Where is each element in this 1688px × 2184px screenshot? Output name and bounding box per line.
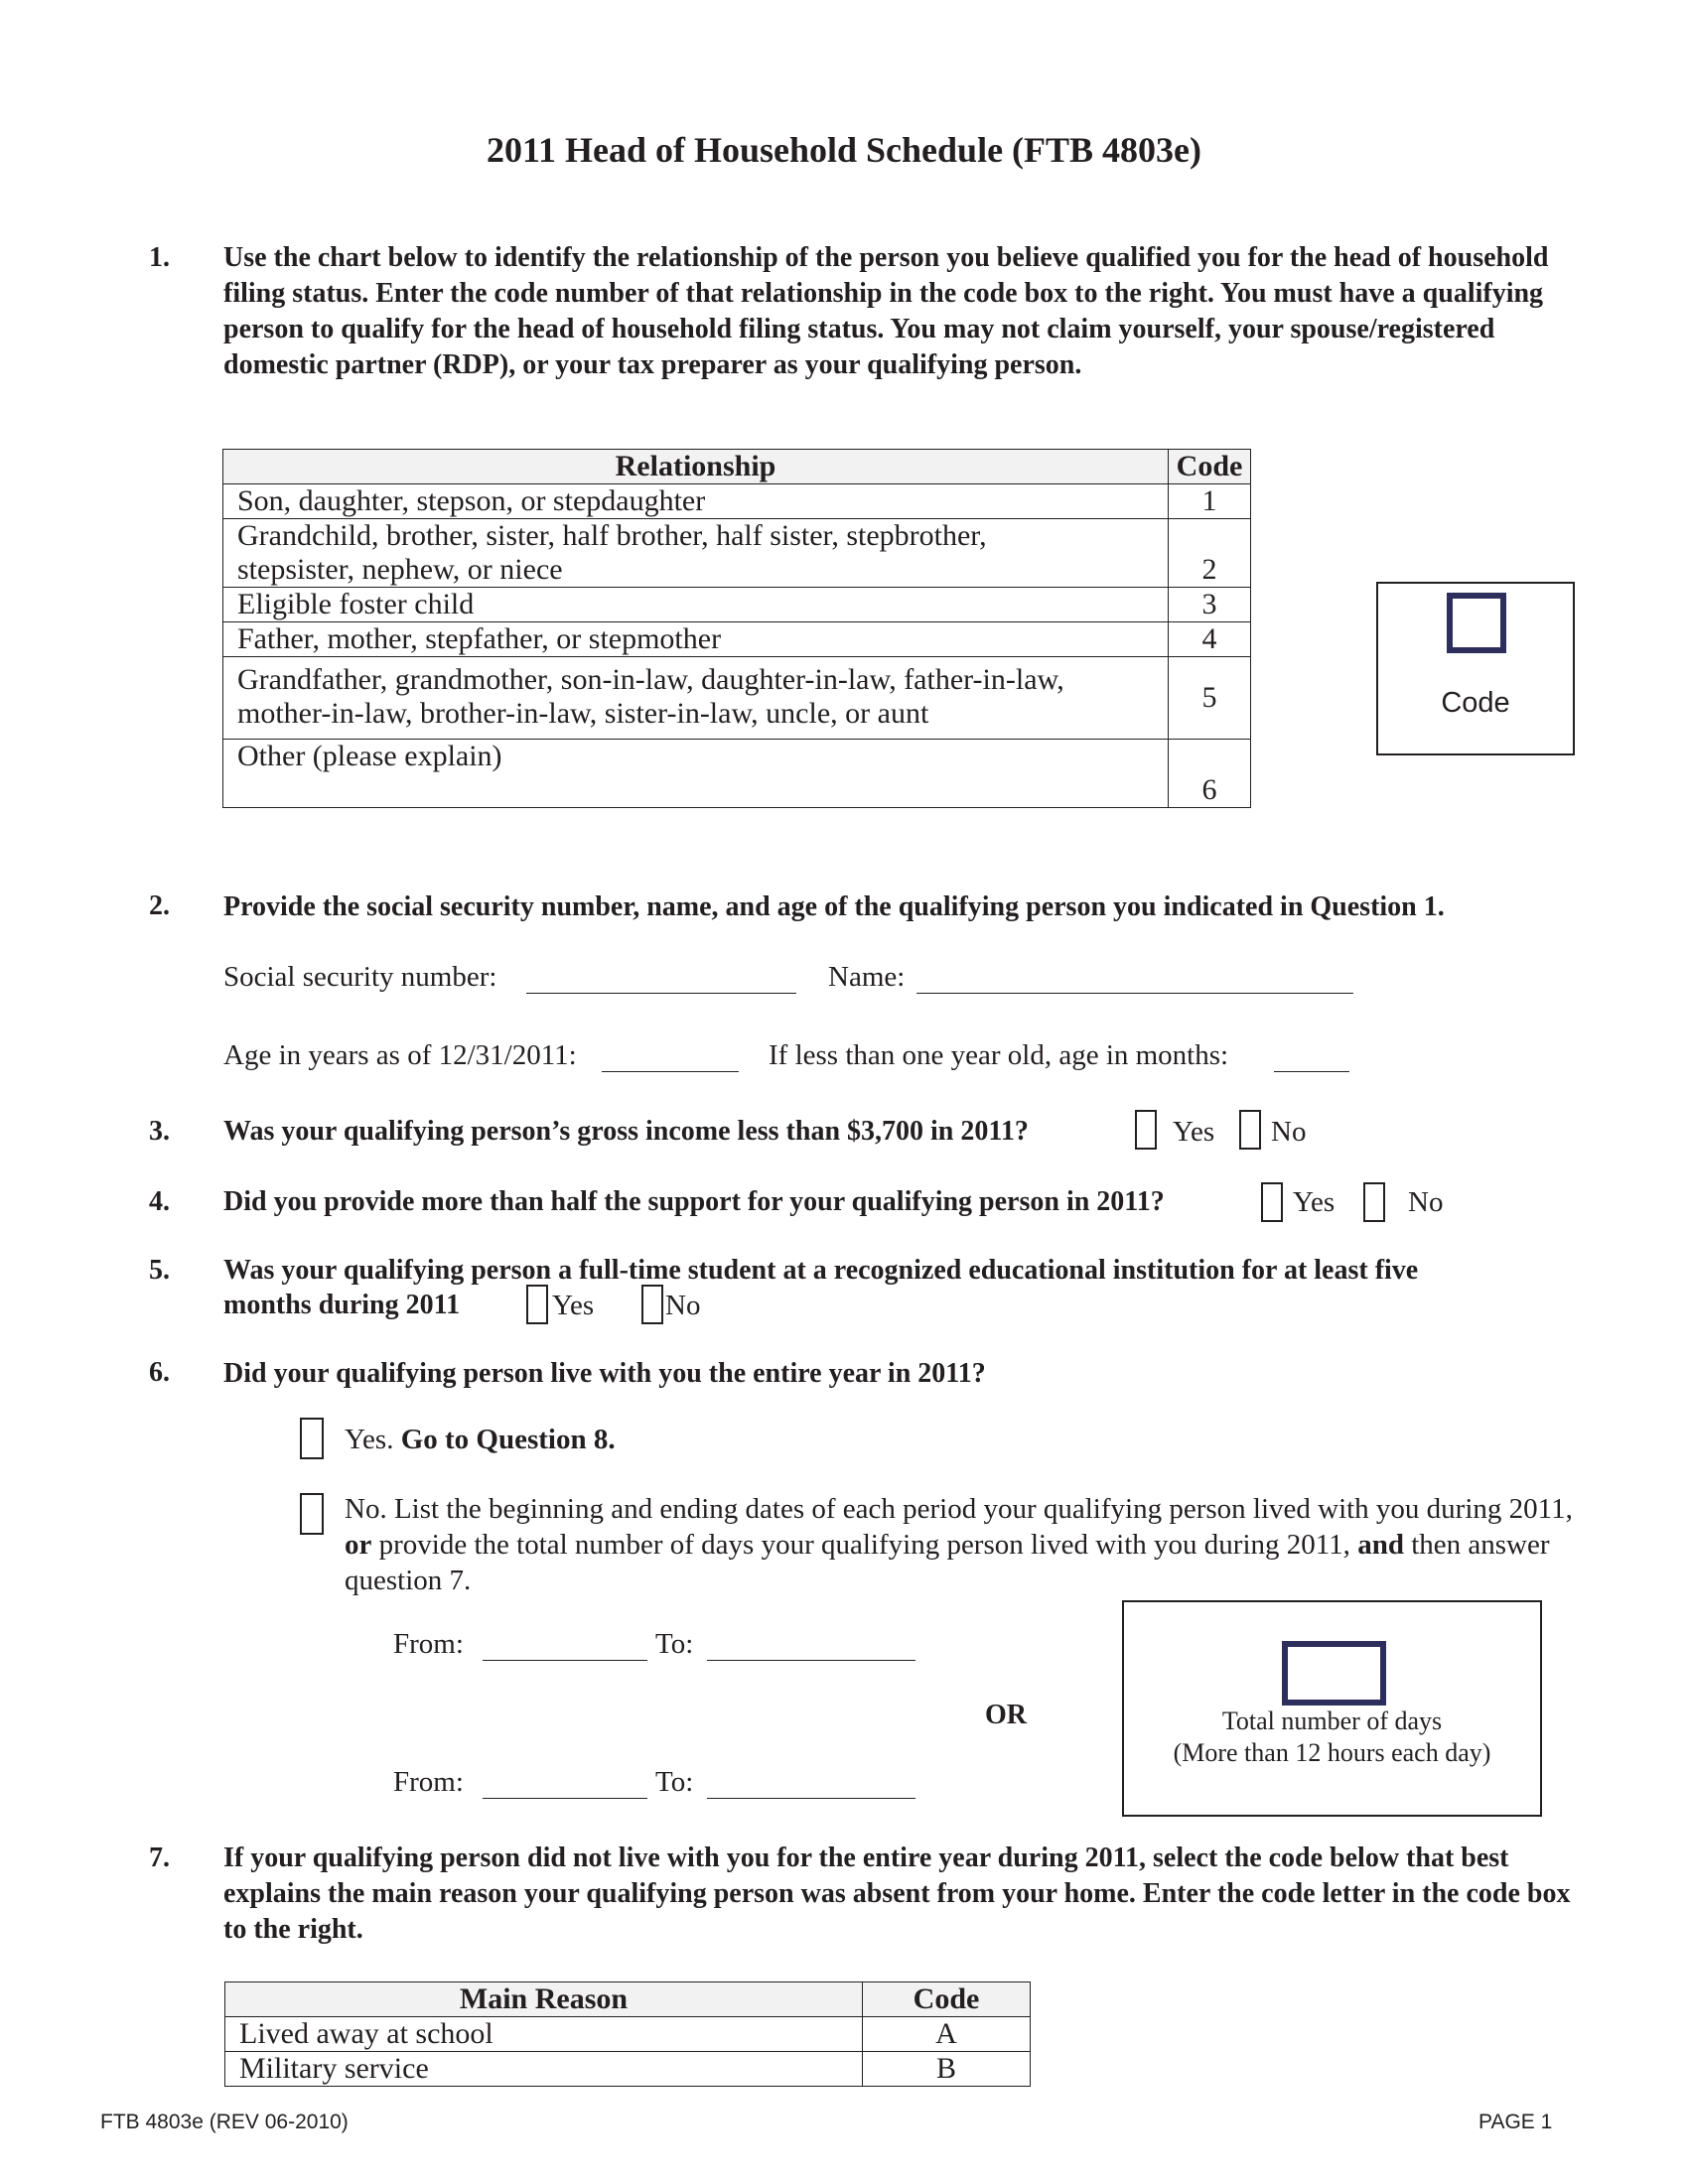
relationship-code-input[interactable] xyxy=(1447,593,1506,653)
q4-text: Did you provide more than half the support for your qualifying person in 2011? xyxy=(223,1186,1165,1217)
from-label-2: From: xyxy=(393,1766,464,1798)
q6-no-text-3: then answer question 7. xyxy=(345,1529,1550,1596)
code-cell: 3 xyxy=(1169,588,1251,622)
from-label-1: From: xyxy=(393,1628,464,1660)
q4-yes-label: Yes xyxy=(1293,1186,1336,1218)
to-date-field-1[interactable] xyxy=(707,1634,915,1661)
q3-yes-checkbox[interactable] xyxy=(1135,1110,1157,1150)
name-field[interactable] xyxy=(916,967,1353,994)
q6-yes-option xyxy=(345,1422,616,1457)
q3-text: Was your qualifying person’s gross income less than $3,700 in 2011? xyxy=(223,1116,1029,1147)
q6-no-option xyxy=(345,1491,1586,1598)
q4-no-label: No xyxy=(1408,1186,1444,1218)
relationship-cell: Grandchild, brother, sister, half brother, half sister, stepbrother, stepsister, nephew, or niece xyxy=(223,519,1169,588)
table-row xyxy=(225,2017,1031,2052)
total-days-label: Total number of days xyxy=(1221,1706,1443,1735)
relationship-table xyxy=(222,449,1251,808)
q3-no-label: No xyxy=(1271,1116,1307,1148)
q6-no-text-2: provide the total number of days your qualifying person lived with you during 2011, xyxy=(378,1529,1350,1561)
code-cell: B xyxy=(863,2052,1031,2087)
main-reason-table xyxy=(224,1981,1031,2087)
q5-no-label: No xyxy=(665,1290,701,1321)
table-row xyxy=(223,484,1251,519)
table-row xyxy=(223,622,1251,657)
ssn-field[interactable] xyxy=(526,967,796,994)
q3-yes-label: Yes xyxy=(1173,1116,1215,1148)
q3-no-checkbox[interactable] xyxy=(1239,1110,1261,1150)
relationship-cell: Other (please explain) xyxy=(223,740,1169,808)
code-cell: 2 xyxy=(1169,519,1251,588)
from-date-field-1[interactable] xyxy=(483,1634,647,1661)
q6-yes-label: Yes. xyxy=(345,1424,394,1455)
q6-yes-instruction: Go to Question 8. xyxy=(400,1424,616,1455)
table-row xyxy=(223,740,1251,808)
relationship-cell: Son, daughter, stepson, or stepdaughter xyxy=(223,484,1169,519)
table-row xyxy=(225,2052,1031,2087)
age-field[interactable] xyxy=(602,1045,739,1072)
to-label-1: To: xyxy=(655,1628,694,1660)
relationship-cell: Eligible foster child xyxy=(223,588,1169,622)
q4-number: 4. xyxy=(149,1186,170,1217)
q5-yes-checkbox[interactable] xyxy=(526,1285,548,1324)
code-cell: A xyxy=(863,2017,1031,2052)
code-cell: 4 xyxy=(1169,622,1251,657)
form-revision: FTB 4803e (REV 06-2010) xyxy=(100,2111,349,2133)
reason-column-header: Main Reason xyxy=(225,1982,863,2017)
or-label: OR xyxy=(985,1700,1027,1730)
relationship-cell: Grandfather, grandmother, son-in-law, daughter-in-law, father-in-law, mother-in-law, brother-in-law, sister-in-law, uncle, or aunt xyxy=(223,657,1169,740)
q4-yes-checkbox[interactable] xyxy=(1261,1182,1283,1222)
table-row xyxy=(223,519,1251,588)
q7-number: 7. xyxy=(149,1843,170,1873)
page-title: 2011 Head of Household Schedule (FTB 4803e) xyxy=(486,130,1202,170)
relationship-column-header: Relationship xyxy=(223,450,1169,484)
q6-number: 6. xyxy=(149,1357,170,1388)
page-number: PAGE 1 xyxy=(1478,2111,1553,2133)
q5-no-checkbox[interactable] xyxy=(641,1285,663,1324)
to-label-2: To: xyxy=(655,1766,694,1798)
code-box-label: Code xyxy=(1441,687,1510,719)
q3-number: 3. xyxy=(149,1116,170,1147)
code-cell: 6 xyxy=(1169,740,1251,808)
q2-text: Provide the social security number, name, and age of the qualifying person you indicated in Question 1. xyxy=(223,891,1445,922)
q5-number: 5. xyxy=(149,1255,170,1286)
q5-yes-label: Yes xyxy=(552,1290,595,1321)
to-date-field-2[interactable] xyxy=(707,1772,915,1799)
q6-text: Did your qualifying person live with you the entire year in 2011? xyxy=(223,1358,986,1389)
months-label: If less than one year old, age in months: xyxy=(769,1039,1229,1071)
name-label: Name: xyxy=(828,961,906,993)
code-cell: 1 xyxy=(1169,484,1251,519)
code-cell: 5 xyxy=(1169,657,1251,740)
code-column-header: Code xyxy=(863,1982,1031,2017)
code-column-header: Code xyxy=(1169,450,1251,484)
from-date-field-2[interactable] xyxy=(483,1772,647,1799)
q6-no-text-1: No. List the beginning and ending dates of each period your qualifying person lived with you during 2011, xyxy=(345,1493,1573,1525)
q6-no-and: and xyxy=(1357,1529,1404,1561)
q1-text: Use the chart below to identify the relationship of the person you believe qualified you for the head of household filing status. Enter the code number of that relationship in the code box to the right. You must have a qualifying person to qualify for the head of household filing status. You may not claim yourself, your spouse/registered domestic partner (RDP), or your tax preparer as your qualifying person. xyxy=(223,242,1549,380)
reason-cell: Lived away at school xyxy=(225,2017,863,2052)
table-header-row xyxy=(223,450,1251,484)
q6-no-checkbox[interactable] xyxy=(300,1493,324,1535)
table-header-row xyxy=(225,1982,1031,2017)
q1-number: 1. xyxy=(149,242,170,273)
q5-text-line1: Was your qualifying person a full-time student at a recognized educational institution for at least five xyxy=(223,1255,1419,1286)
q6-no-or: or xyxy=(345,1529,372,1561)
total-days-caption xyxy=(1122,1706,1542,1769)
q5-text-line2: months during 2011 xyxy=(223,1290,461,1320)
age-label: Age in years as of 12/31/2011: xyxy=(223,1039,577,1071)
table-row xyxy=(223,588,1251,622)
reason-cell: Military service xyxy=(225,2052,863,2087)
total-days-note: (More than 12 hours each day) xyxy=(1173,1738,1491,1767)
total-days-input[interactable] xyxy=(1282,1641,1386,1706)
ssn-label: Social security number: xyxy=(223,961,497,993)
table-row xyxy=(223,657,1251,740)
q6-yes-checkbox[interactable] xyxy=(300,1418,324,1459)
relationship-cell: Father, mother, stepfather, or stepmother xyxy=(223,622,1169,657)
months-field[interactable] xyxy=(1274,1045,1349,1072)
q4-no-checkbox[interactable] xyxy=(1363,1182,1385,1222)
q7-text: If your qualifying person did not live with you for the entire year during 2011, select the code below that best explains the main reason your qualifying person was absent from your home. Enter the code letter in the code box to the right. xyxy=(223,1843,1571,1945)
q2-number: 2. xyxy=(149,890,170,921)
